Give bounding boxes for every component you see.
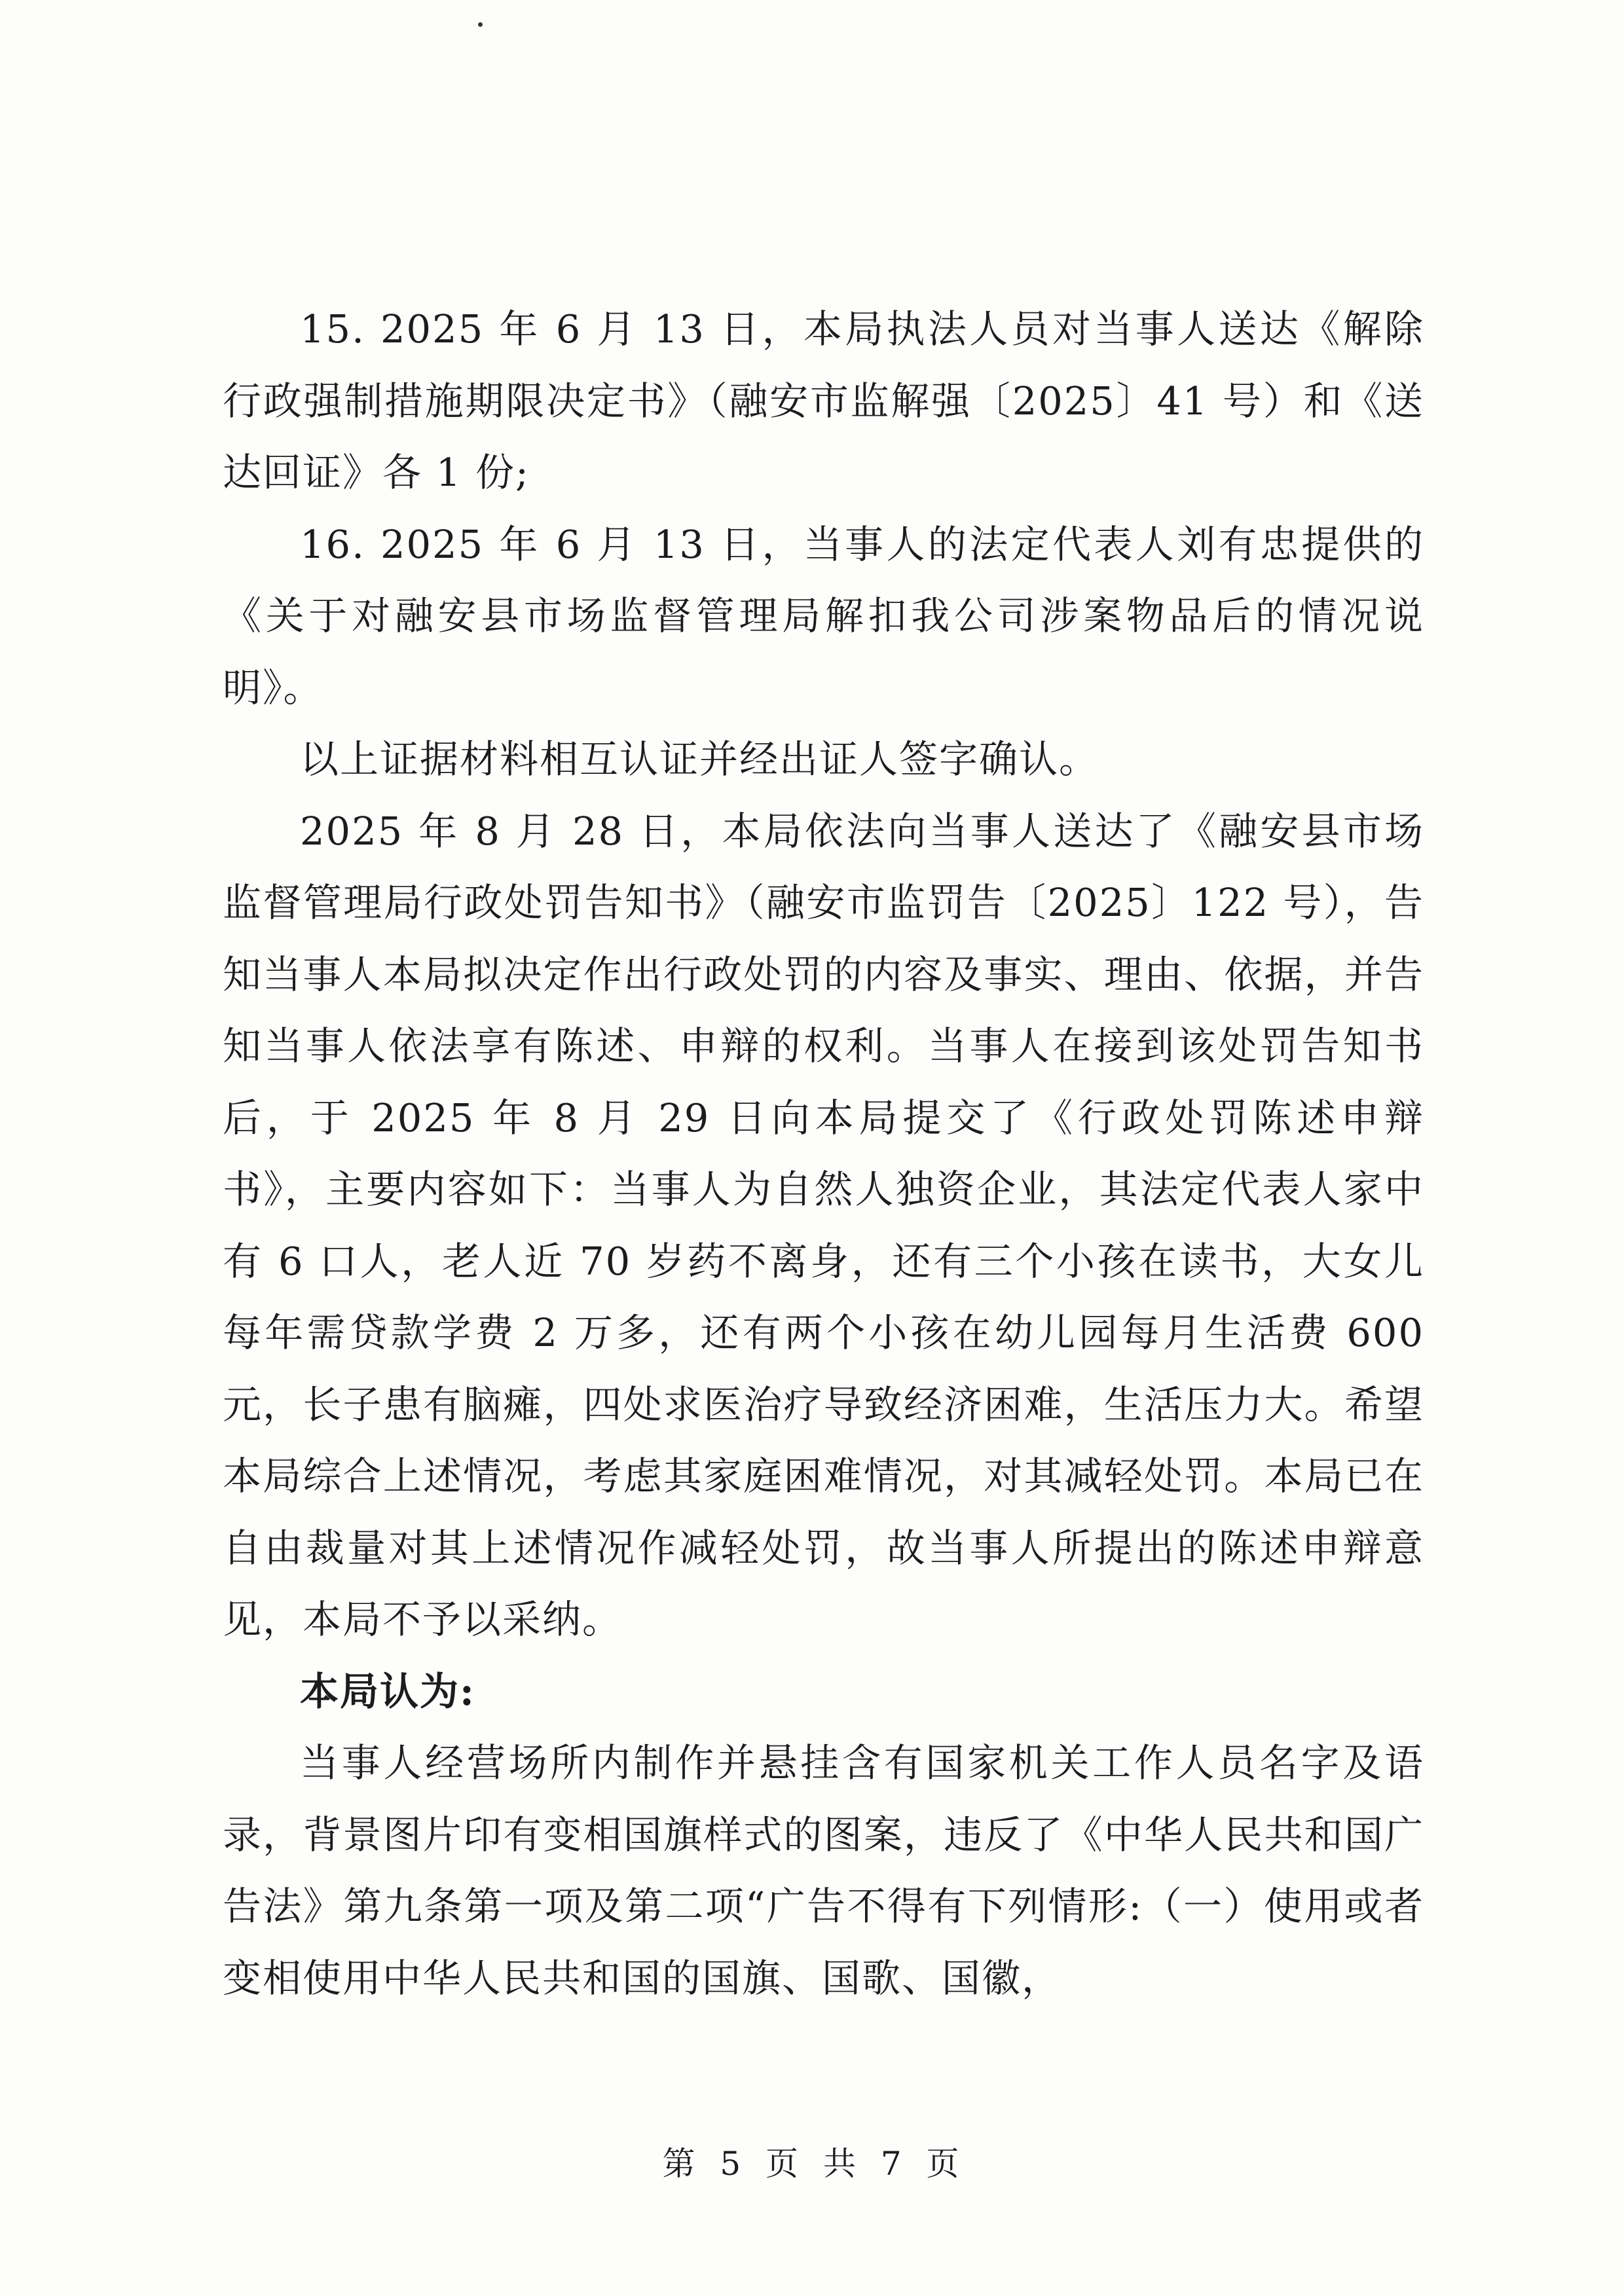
conclusion-paragraph: 当事人经营场所内制作并悬挂含有国家机关工作人员名字及语录，背景图片印有变相国旗样式的图案，违反了《中华人民共和国广告法》第九条第一项及第二项“广告不得有下列情形:（一）使用或者变相使用中华人民共和国的国旗、国歌、国徽， (223, 1740, 1424, 2001)
scan-speck (478, 22, 483, 27)
evidence-item-15: 15. 2025 年 6 月 13 日，本局执法人员对当事人送达《解除行政强制措施期限决定书》（融安市监解强〔2025〕41 号）和《送达回证》各 1 份; (223, 306, 1424, 495)
evidence-confirmation: 以上证据材料相互认证并经出证人签字确认。 (300, 737, 1099, 782)
section-heading: 本局认为: (300, 1668, 475, 1714)
evidence-item-16: 16. 2025 年 6 月 13 日，当事人的法定代表人刘有忠提供的《关于对融安县市场监督管理局解扣我公司涉案物品后的情况说明》。 (223, 521, 1424, 710)
document-body (223, 293, 1424, 2014)
notification-paragraph: 2025 年 8 月 28 日，本局依法向当事人送达了《融安县市场监督管理局行政处罚告知书》（融安市监罚告〔2025〕122 号），告知当事人本局拟决定作出行政处罚的内容及事实、理由、依据，并告知当事人依法享有陈述、申辩的权利。当事人在接到该处罚告知书后，于 2025 年 8 月 29 日向本局提交了《行政处罚陈述申辩书》，主要内容如下：当事人为自然人独资企业，其法定代表人家中有 6 口人，老人近 70 岁药不离身，还有三个小孩在读书，大女儿每年需贷款学费 2 万多，还有两个小孩在幼儿园每月生活费 600 元，长子患有脑瘫，四处求医治疗导致经济困难，生活压力大。希望本局综合上述情况，考虑其家庭困难情况，对其减轻处罚。本局已在自由裁量对其上述情况作减轻处罚，故当事人所提出的陈述申辩意见，本局不予以采纳。 (223, 808, 1424, 1642)
page-footer: 第 5 页 共 7 页 (662, 2145, 962, 2183)
